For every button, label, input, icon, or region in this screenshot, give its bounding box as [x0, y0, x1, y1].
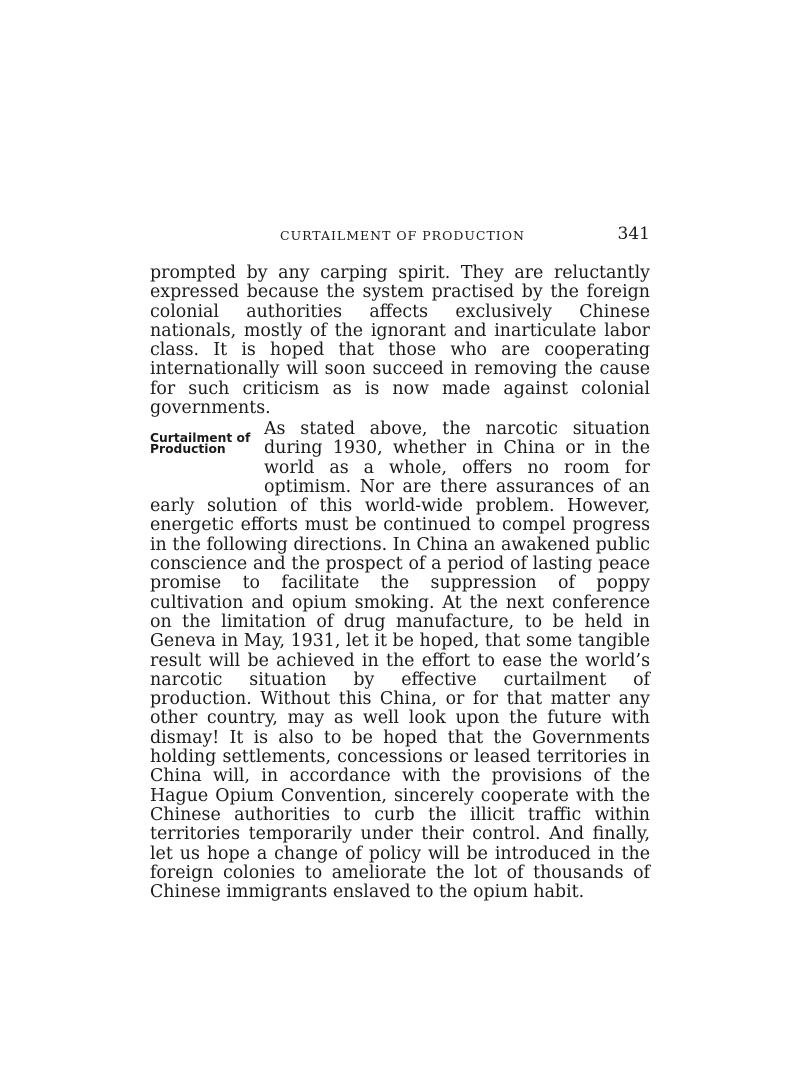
paragraph-curtailment-section	[150, 420, 650, 902]
paragraph-curtailment: As stated above, the narcotic situation during 1930, whether in China or in the world as a whole, offers no room for optimism. Nor are there assurances of an early solution of this world-wide problem. However, energetic efforts must be continued to compel progress in the following directions. In China an awakened public conscience and the prospect of a period of lasting peace promise to facilitate the suppression of poppy cultivation and opium smoking. At the next conference on the limitation of drug manufacture, to be held in Geneva in May, 1931, let it be hoped, that some tangible result will be achieved in the effort to ease the world’s narcotic situation by effective curtailment of production. Without this China, or for that matter any other country, may as well look upon the future with dismay! It is also to be hoped that the Governments holding settlements, concessions or leased territories in China will, in accordance with the provisions of the Hague Opium Convention, sincerely cooperate with the Chinese authorities to curb the illicit traffic within territories temporarily under their control. And finally, let us hope a change of policy will be introduced in the foreign colonies to ameliorate the lot of thousands of Chinese immigrants enslaved to the opium habit.	[150, 419, 650, 903]
paragraph-continuation: prompted by any carping spirit. They are reluctantly expressed because the system practised by the foreign colonial authorities affects exclusively Chinese nationals, mostly of the ignorant and inarticulate labor class. It is hoped that those who are cooperating internationally will soon succeed in removing the cause for such criticism as is now made against colonial governments.	[150, 263, 650, 419]
running-head	[150, 226, 650, 248]
sidenote-line-1: Curtailment of	[150, 431, 251, 445]
sidenote-line-2: Production	[150, 442, 226, 456]
running-title: CURTAILMENT OF PRODUCTION	[280, 228, 525, 243]
sidenote-heading	[150, 420, 258, 478]
page-number: 341	[617, 224, 650, 244]
